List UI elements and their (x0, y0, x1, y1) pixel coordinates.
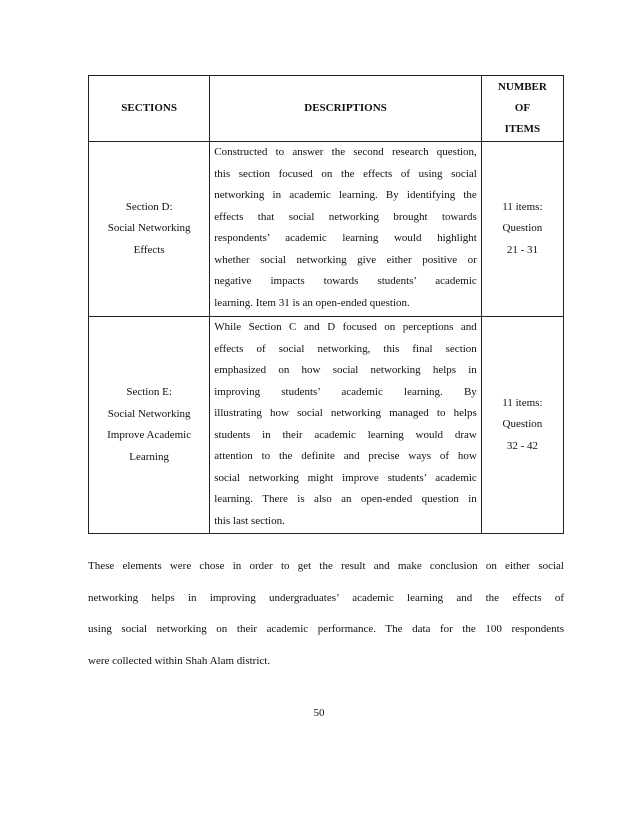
description-line: students in their academic learning would draw (214, 428, 477, 441)
description-line: this last section. (214, 514, 285, 527)
description-line: negative impacts towards students’ academic (214, 275, 477, 287)
paragraph-line: networking helps in improving undergraduates’ academic learning and the effects of (88, 591, 564, 604)
header-number-line: ITEMS (504, 123, 541, 135)
section-cell (89, 142, 210, 317)
paragraph-line: These elements were chose in order to get the result and make conclusion on either social (88, 560, 564, 572)
section-label-line: Social Networking (107, 222, 191, 235)
items-cell (481, 142, 563, 317)
section-cell (89, 317, 210, 534)
header-number-of-items (481, 76, 563, 142)
description-line: networking in academic learning. By identifying the (214, 189, 477, 201)
sections-table (88, 75, 564, 534)
items-line: 11 items: (502, 200, 543, 213)
description-line: attention to the definite and precise ways of how (214, 450, 477, 462)
items-line: Question (502, 418, 543, 431)
paragraph-line: using social networking on their academic performance. The data for the 100 respondents (88, 623, 564, 636)
section-label-line: Learning (129, 450, 169, 463)
description-line: While Section C and D focused on perceptions and (214, 321, 477, 333)
description-line: learning. There is also an open-ended question in (214, 493, 477, 505)
description-line: emphasized on how social networking helps in (214, 364, 477, 376)
description-line: this section focused on the effects of using social (214, 167, 477, 180)
section-label-line: Improve Academic (107, 429, 192, 441)
description-cell (210, 317, 482, 534)
page-number: 50 (313, 707, 325, 719)
body-paragraph (88, 551, 564, 678)
table-header-row (89, 76, 564, 142)
header-number-line: OF (514, 102, 531, 114)
section-label-line: Section D: (125, 200, 173, 213)
items-cell (481, 317, 563, 534)
section-label-line: Social Networking (107, 407, 191, 420)
header-sections: SECTIONS (89, 76, 210, 142)
description-line: learning. Item 31 is an open-ended question. (214, 296, 410, 309)
description-line: Constructed to answer the second research question, (214, 146, 477, 158)
items-line: 11 items: (502, 396, 543, 409)
table-row-section-e (89, 317, 564, 534)
description-line: improving students’ academic learning. By (214, 385, 477, 398)
description-line: effects that social networking brought towards (214, 210, 477, 223)
items-line: 32 - 42 (506, 439, 538, 452)
description-line: respondents’ academic learning would highlight (214, 232, 477, 244)
description-cell (210, 142, 482, 317)
header-descriptions: DESCRIPTIONS (210, 76, 482, 142)
items-line: 21 - 31 (506, 243, 538, 256)
description-line: whether social networking give either positive or (214, 253, 477, 266)
items-line: Question (502, 222, 543, 235)
section-label-line: Section E: (126, 386, 172, 398)
description-line: effects of social networking, this final section (214, 342, 477, 355)
description-line: social networking might improve students’ academic (214, 471, 477, 484)
table-row-section-d (89, 142, 564, 317)
header-number-line: NUMBER (497, 81, 547, 93)
section-label-line: Effects (133, 243, 165, 256)
paragraph-line: were collected within Shah Alam district. (88, 655, 271, 668)
description-line: illustrating how social networking managed to helps (214, 407, 477, 419)
